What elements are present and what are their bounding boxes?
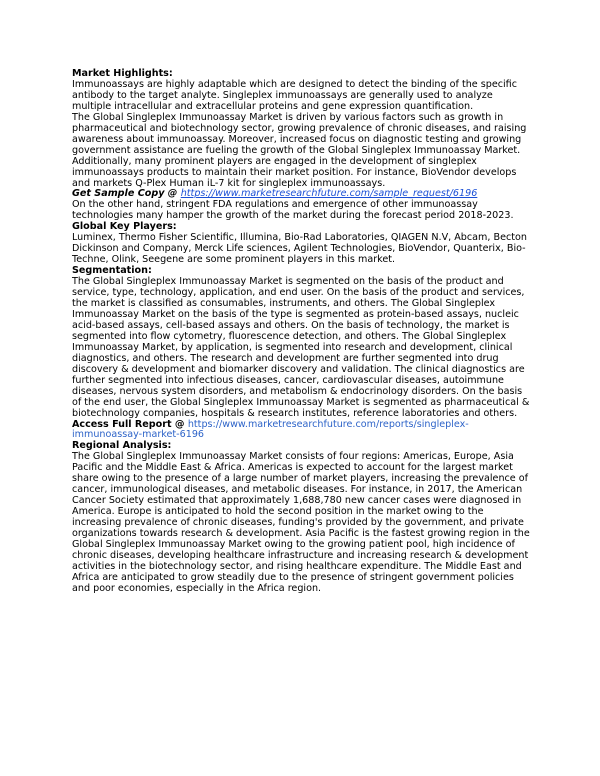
full-report-link[interactable]: https://www.marketresearchfuture.com/reports/singleplex-immunoassay-market-6196 [72, 418, 469, 441]
sample-copy-label: Get Sample Copy @ [72, 188, 181, 200]
market-highlights-para-1: Immunoassays are highly adaptable which are designed to detect the binding of the specific antibody to the target analyte. Singleplex immunoassays are generally used to analyze multiple intracellular and extracellular proteins and gene expression quantification. [72, 78, 517, 112]
full-report-line [72, 420, 532, 442]
key-players-text: Luminex, Thermo Fisher Scientific, Illumina, Bio-Rad Laboratories, QIAGEN N.V, Abcam, Becton Dickinson and Company, Merck Life sciences, Agilent Technologies, BioVendor, Quanterix, Bio-Techne, Olink, Seegene are some prominent players in this market. [72, 232, 527, 266]
full-report-label: Access Full Report @ [72, 418, 188, 430]
fda-paragraph: On the other hand, stringent FDA regulations and emergence of other immunoassay technologies many hamper the growth of the market during the forecast period 2018-2023. [72, 199, 514, 222]
document-page [72, 69, 532, 595]
market-highlights-para-2: The Global Singleplex Immunoassay Market is driven by various factors such as growth in pharmaceutical and biotechnology sector, growing prevalence of chronic diseases, and raising awareness about immunoassay. Moreover, increased focus on diagnostic testing and growing government assistance are fueling the growth of the Global Singleplex Immunoassay Market. Additionally, many prominent players are engaged in the development of singleplex immunoassays products to maintain their market position. For instance, BioVendor develops and markets Q-Plex Human iL-7 kit for singleplex immunoassays. [72, 111, 527, 189]
key-players-heading: Global Key Players: [72, 221, 177, 233]
sample-copy-link[interactable]: https://www.marketresearchfuture.com/sample_request/6196 [180, 188, 478, 200]
market-highlights-heading: Market Highlights: [72, 68, 173, 79]
regional-heading: Regional Analysis: [72, 440, 172, 452]
segmentation-heading: Segmentation: [72, 265, 152, 277]
segmentation-text: The Global Singleplex Immunoassay Market is segmented on the basis of the product and service, type, technology, application, and end user. On the basis of the product and services, the market is classified as consumables, instruments, and others. The Global Singleplex Immunoassay Market on the basis of the type is segmented as protein-based assays, nucleic acid-based assays, cell-based assays and others. On the basis of technology, the market is segmented into flow cytometry, fluorescence detection, and others. The Global Singleplex Immunoassay Market, by application, is segmented into research and development, clinical diagnostics, and others. The research and development are further segmented into drug discovery & development and biomarker discovery and validation. The clinical diagnostics are further segmented into infectious diseases, cancer, cardiovascular diseases, autoimmune diseases, nervous system disorders, and metabolism & endocrinology disorders. On the basis of the end user, the Global Singleplex Immunoassay Market is segmented as pharmaceutical & biotechnology companies, hospitals & research institutes, reference laboratories and others. [72, 276, 530, 419]
regional-text: The Global Singleplex Immunoassay Market consists of four regions: Americas, Europe, Asia Pacific and the Middle East & Africa. Americas is expected to account for the largest market share owing to the presence of a large number of market players, increasing the prevalence of cancer, immunological diseases, and metabolic diseases. For instance, in 2017, the American Cancer Society estimated that approximately 1,688,780 new cancer cases were diagnosed in America. Europe is anticipated to hold the second position in the market owing to the increasing prevalence of chronic diseases, funding's provided by the government, and private organizations towards research & development. Asia Pacific is the fastest growing region in the Global Singleplex Immunoassay Market owing to the growing patient pool, high incidence of chronic diseases, developing healthcare infrastructure and increasing research & development activities in the biotechnology sector, and rising healthcare expenditure. The Middle East and Africa are anticipated to grow steadily due to the presence of stringent government policies and poor economies, especially in the Africa region. [72, 451, 530, 594]
